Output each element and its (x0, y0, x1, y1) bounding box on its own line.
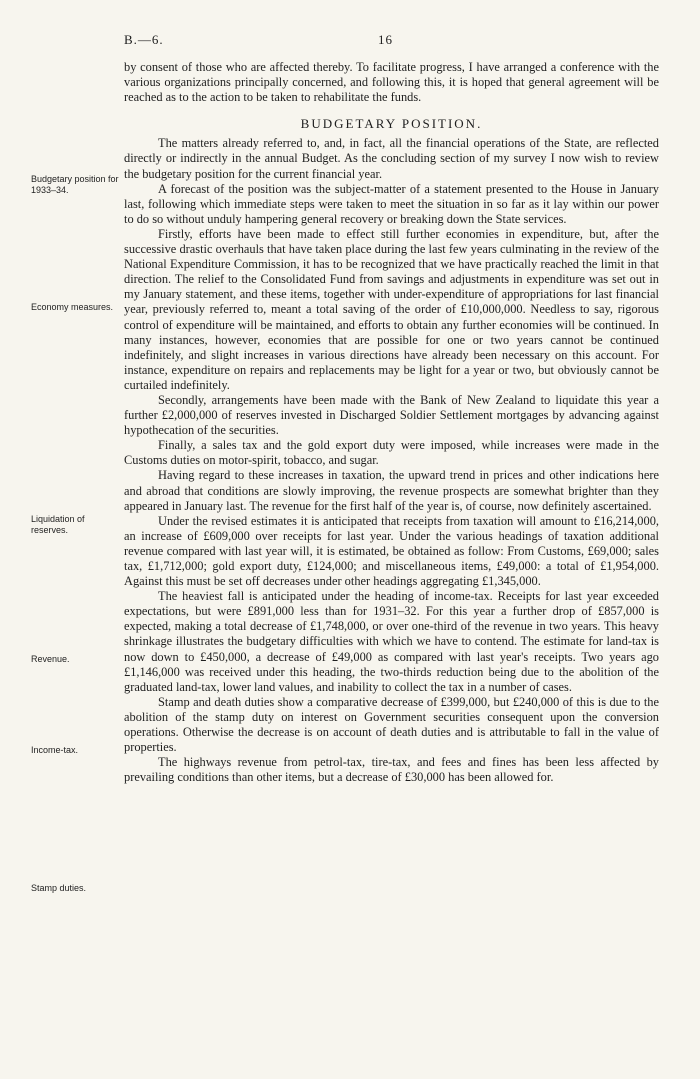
document-reference: B.—6. (124, 32, 164, 47)
paragraph-income-tax: The heaviest fall is anticipated under the heading of income-tax. Receipts for last year exceeded expectations, but were £891,000 less than for 1931–32. For this year a further drop of £857,000 is expected, making a total decrease of £1,748,000, or over one-third of the revenue in two years. This heavy shrinkage illustrates the budgetary difficulties with which we have to contend. The estimate for land-tax is now down to £450,000, a decrease of £49,000 as compared with last year's receipts. Two years ago £1,146,000 was received under this heading, the two-thirds reduction being due to the abolition of the graduated land-tax, lower land values, and inability to collect the tax in a number of cases. (124, 589, 659, 694)
side-note-budgetary-position: Budgetary position for 1933–34. (31, 174, 119, 195)
page-number: 16 (378, 32, 393, 47)
paragraph-stamp-duties: Stamp and death duties show a comparative decrease of £399,000, but £240,000 of this is due to the abolition of the stamp duty on interest on Government securities consequent upon the conversion operations. Otherwise the decrease is on account of death duties and is attributable to fall in the value of properties. (124, 694, 659, 755)
paragraph-continuation: by consent of those who are affected thereby. To facilitate progress, I have arranged a conference with the various organizations principally concerned, and following this, it is hoped that general agreement will be reached as to the action to be taken to rehabilitate the funds. (124, 60, 659, 105)
paragraph-forecast: A forecast of the position was the subject-matter of a statement presented to the House in January last, following which immediate steps were taken to meet the situation in so far as it lay within our power to do so without unduly hampering general recovery or breaking down the State services. (124, 181, 659, 226)
paragraph-budget-intro: The matters already referred to, and, in fact, all the financial operations of the State, are reflected directly or indirectly in the annual Budget. As the concluding section of my survey I now wish to review the budgetary position for the current financial year. (124, 136, 659, 181)
side-note-economy-measures: Economy measures. (31, 302, 114, 312)
paragraph-economies: Firstly, efforts have been made to effect still further economies in expenditure, but, after the successive drastic overhauls that have taken place during the last few years culminating in the review of the National Expenditure Commission, it has to be recognized that we have practically reached the limit in that direction. The relief to the Consolidated Fund from savings and adjustments in expenditure was set out in my January statement, and these items, together with under-expenditure of appropriations for last financial year, previously referred to, meant a total saving of the order of £10,000,000. Needless to say, rigorous control of expenditure will be maintained, and efforts to obtain any further economies will be continued. In many instances, however, economies that are possible for one or two years cannot be continued indefinitely, and slight increases in various directions have already been necessary on this account. For instance, expenditure on repairs and replacements may be light for a year or two, but obviously cannot be curtailed indefinitely. (124, 226, 659, 392)
side-note-revenue: Revenue. (31, 654, 70, 664)
paragraph-highways-revenue: The highways revenue from petrol-tax, tire-tax, and fees and fines has been less affected by prevailing conditions than other items, but a decrease of £30,000 has been allowed for. (124, 755, 659, 785)
section-heading: BUDGETARY POSITION. (300, 116, 483, 132)
body-text (124, 60, 659, 785)
side-note-liquidation-of-reserves: Liquidation of reserves. (31, 514, 85, 535)
paragraph-sales-tax: Finally, a sales tax and the gold export duty were imposed, while increases were made in the Customs duties on motor-spirit, tobacco, and sugar. (124, 438, 659, 468)
paragraph-reserves: Secondly, arrangements have been made with the Bank of New Zealand to liquidate this year a further £2,000,000 of reserves invested in Discharged Soldier Settlement mortgages by advancing against hypothecation of the securities. (124, 392, 659, 438)
side-note-stamp-duties: Stamp duties. (31, 883, 87, 893)
paragraph-revised-estimates: Under the revised estimates it is anticipated that receipts from taxation will amount to £16,214,000, an increase of £609,000 over receipts for last year. Under the various headings of taxation additional revenue compared with last year will, it is estimated, be obtained as follow: From Customs, £69,000; sales tax, £1,712,000; gold export duty, £124,000; and miscellaneous items, £49,000: a total of £1,954,000. Against this must be set off decreases under other headings aggregating £1,345,000. (124, 513, 659, 589)
paragraph-revenue-prospects: Having regard to these increases in taxation, the upward trend in prices and other indications here and abroad that conditions are slowly improving, the revenue prospects are somewhat brighter than they appeared in January last. The revenue for the first half of the year is, of course, now definitely ascertained. (124, 468, 659, 513)
side-note-income-tax: Income-tax. (31, 745, 79, 755)
